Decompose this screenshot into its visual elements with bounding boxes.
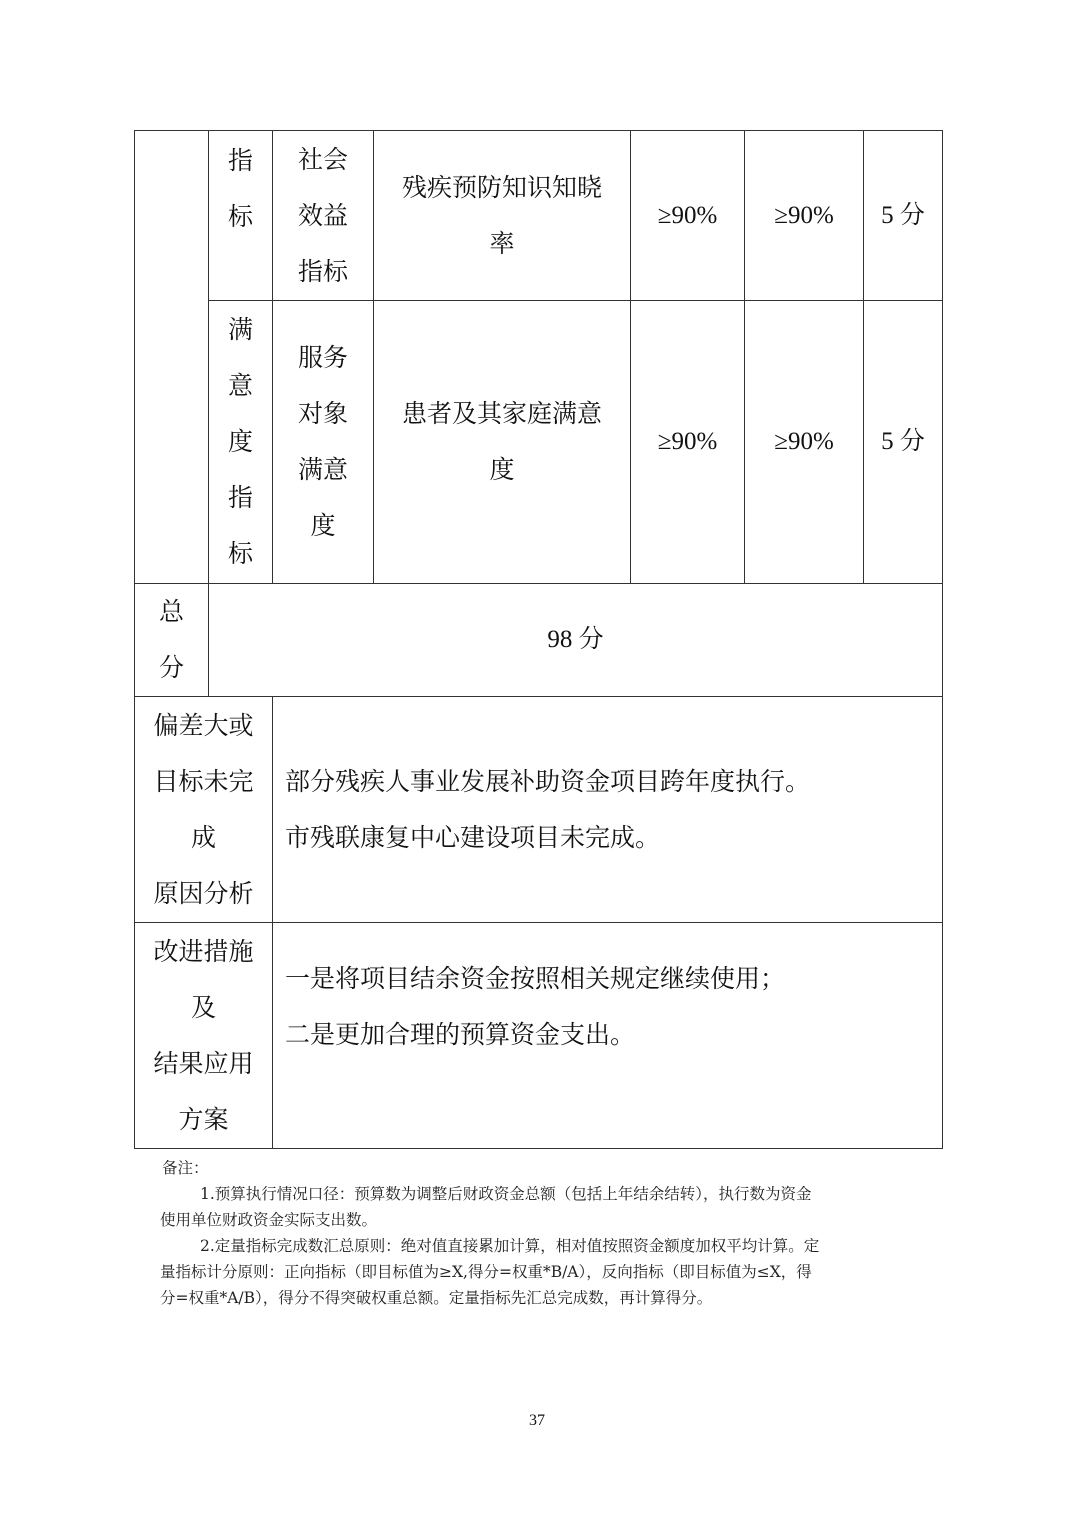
performance-table (134, 130, 943, 1149)
subcategory-cell: 服务 对象 满意 度 (273, 301, 374, 584)
indicator-cell: 患者及其家庭满意 度 (374, 301, 631, 584)
improvement-content (273, 923, 943, 1149)
deviation-line: 市残联康复中心建设项目未完成。 (285, 822, 661, 852)
actual-cell: ≥90% (745, 131, 864, 301)
target-cell: ≥90% (631, 131, 745, 301)
note-line: 2.定量指标完成数汇总原则：绝对值直接累加计算，相对值按照资金额度加权平均计算。定 (200, 1237, 820, 1255)
improvement-label: 改进措施 及 结果应用 方案 (135, 923, 273, 1149)
note-line: 1.预算执行情况口径：预算数为调整后财政资金总额（包括上年结余结转），执行数为资金 (200, 1185, 812, 1203)
deviation-line: 部分残疾人事业发展补助资金项目跨年度执行。 (285, 766, 811, 796)
total-label: 总 分 (135, 584, 209, 697)
note-line: 分=权重*A/B），得分不得突破权重总额。定量指标先汇总完成数，再计算得分。 (160, 1289, 713, 1307)
score-cell: 5 分 (864, 301, 943, 584)
subcategory-cell: 社会 效益 指标 (273, 131, 374, 301)
improvement-line: 二是更加合理的预算资金支出。 (285, 1020, 636, 1049)
improvement-line: 一是将项目结余资金按照相关规定继续使用； (285, 964, 786, 993)
table-row (135, 131, 943, 301)
total-row (135, 584, 943, 697)
score-cell: 5 分 (864, 131, 943, 301)
table-row (135, 301, 943, 584)
notes-section (162, 1155, 922, 1311)
total-value: 98 分 (209, 584, 943, 697)
category-cell: 满 意 度 指 标 (209, 301, 273, 584)
actual-cell: ≥90% (745, 301, 864, 584)
note-line: 量指标计分原则：正向指标（即目标值为≥X,得分=权重*B/A），反向指标（即目标值为≤X，得 (160, 1263, 812, 1281)
target-cell: ≥90% (631, 301, 745, 584)
indicator-cell: 残疾预防知识知晓 率 (374, 131, 631, 301)
notes-heading: 备注： (162, 1159, 209, 1177)
improvement-row (135, 923, 943, 1149)
empty-cell (135, 131, 209, 584)
deviation-label: 偏差大或 目标未完 成 原因分析 (135, 697, 273, 923)
deviation-row (135, 697, 943, 923)
note-line: 使用单位财政资金实际支出数。 (160, 1211, 378, 1229)
deviation-content (273, 697, 943, 923)
category-cell: 指 标 (209, 131, 273, 301)
page-number: 37 (529, 1412, 545, 1429)
